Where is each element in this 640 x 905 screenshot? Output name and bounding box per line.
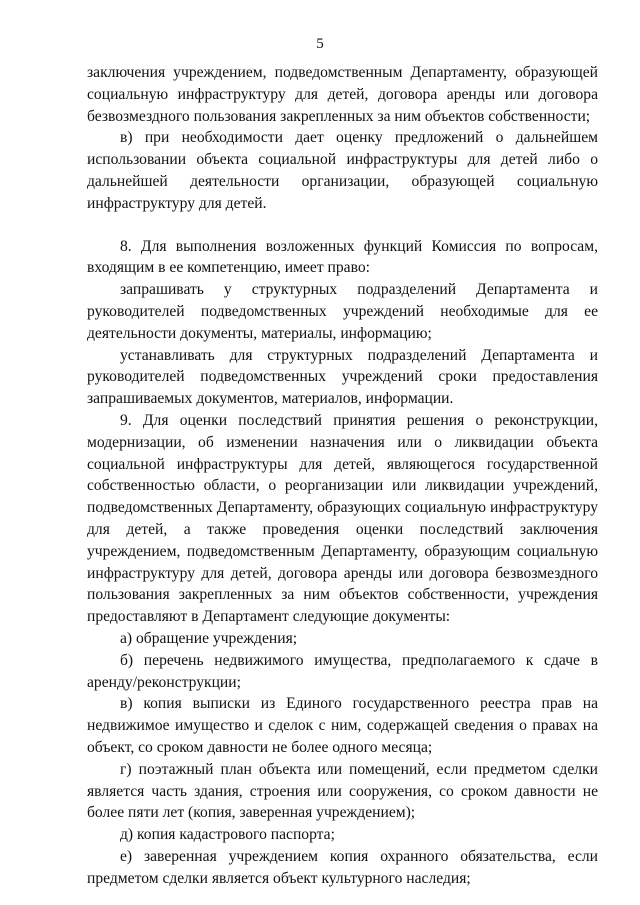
document-body xyxy=(87,62,598,889)
paragraph-right-deadlines: устанавливать для структурных подразделений Департамента и руководителей подведомственных учреждений сроки предоставления запрашиваемых документов, материалов, информации. xyxy=(87,346,598,408)
paragraph-section-8: 8. Для выполнения возложенных функций Комиссия по вопросам, входящим в ее компетенцию, имеет право: xyxy=(87,237,598,277)
list-item-a: а) обращение учреждения; xyxy=(120,629,298,647)
page-number: 5 xyxy=(316,36,324,52)
list-item-b: б) перечень недвижимого имущества, предполагаемого к сдаче в аренду/реконструкции; xyxy=(87,651,598,691)
list-item-d: д) копия кадастрового паспорта; xyxy=(120,826,335,844)
paragraph-continuation: заключения учреждением, подведомственным Департаменту, образующей социальную инфраструктуру для детей, договора аренды или договора безвозмездного пользования закрепленных за ним объектов собственности; xyxy=(87,64,598,125)
paragraph-item-v: в) при необходимости дает оценку предложений о дальнейшем использовании объекта социальной инфраструктуры для детей либо о дальнейшей деятельности организации, образующей социальную инфраструктуру для детей. xyxy=(87,129,598,212)
paragraph-section-9: 9. Для оценки последствий принятия решения о реконструкции, модернизации, об изменении назначения или о ликвидации объекта социальной инфраструктуры для детей, являющегося государственной собственностью области, о реорганизации или ликвидации учреждений, подведомственных Департаменту, образующих социальную инфраструктуру для детей, а также проведения оценки последствий заключения учреждением, подведомственным Департаменту, образующим социальную инфраструктуру для детей, договора аренды или договора безвозмездного пользования закрепленных за ним объектов собственности, учреждения предоставляют в Департамент следующие документы: xyxy=(87,411,598,626)
paragraph-right-request: запрашивать у структурных подразделений Департамента и руководителей подведомственных учреждений необходимые для ее деятельности документы, материалы, информацию; xyxy=(87,281,598,342)
list-item-e: е) заверенная учреждением копия охранного обязательства, если предметом сделки является объект культурного наследия; xyxy=(87,847,598,887)
list-item-g: г) поэтажный план объекта или помещений, если предметом сделки является часть здания, строения или сооружения, со сроком давности не более пяти лет (копия, заверенная учреждением); xyxy=(87,760,598,822)
list-item-v: в) копия выписки из Единого государственного реестра прав на недвижимое имущество и сделок с ним, содержащей сведения о правах на объект, со сроком давности не более одного месяца; xyxy=(87,695,598,756)
